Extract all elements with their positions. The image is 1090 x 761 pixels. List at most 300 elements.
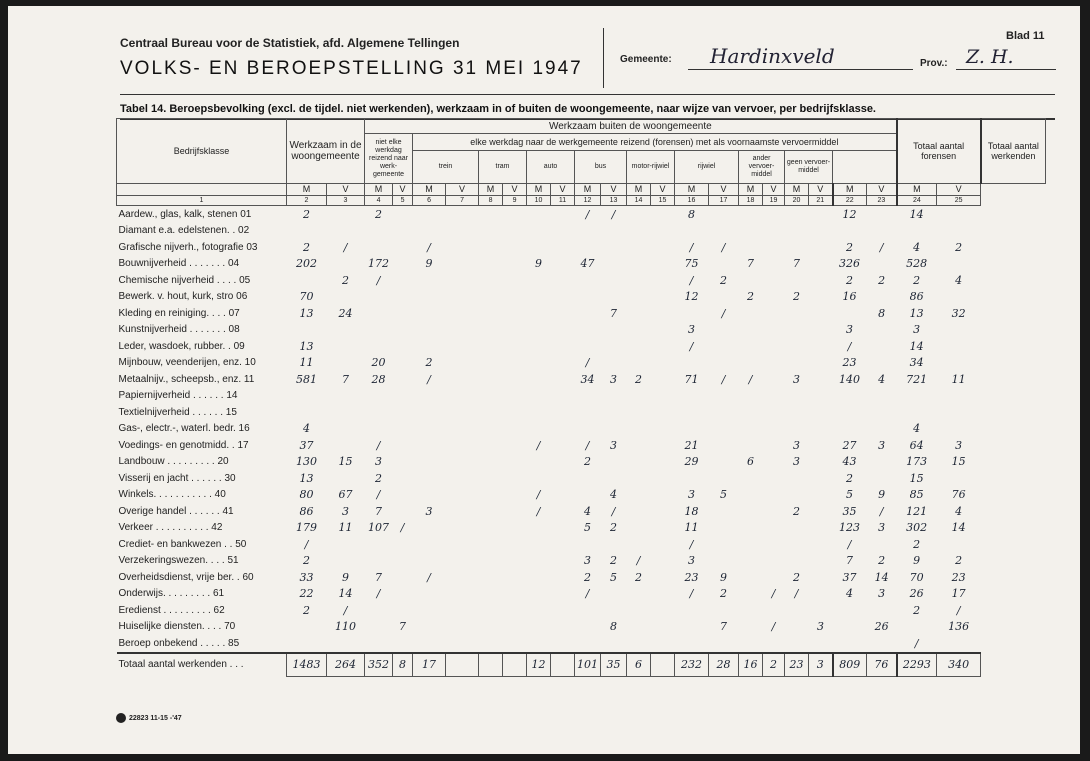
column-number: 13 [601, 196, 627, 206]
row-label: Eredienst . . . . . . . . . 62 [118, 604, 225, 616]
row-label: Verkeer . . . . . . . . . . 42 [118, 522, 223, 534]
data-cell: 67 [338, 488, 353, 502]
data-cell: 2 [913, 603, 921, 617]
total-cell: 28 [709, 653, 739, 677]
data-cell: 121 [906, 504, 928, 518]
data-cell [675, 404, 709, 421]
data-cell [785, 536, 809, 553]
data-cell: 3 [913, 323, 921, 337]
data-cell [413, 454, 446, 471]
header-totaal-forensen: Totaal aantal forensen [897, 119, 981, 184]
data-cell [651, 520, 675, 537]
data-cell: 7 [375, 504, 383, 518]
census-table [116, 118, 1046, 677]
data-cell [651, 569, 675, 586]
row-label: Grafische nijverh., fotografie 03 [118, 241, 258, 253]
data-cell [867, 388, 897, 405]
header-m: M [413, 184, 446, 196]
data-cell [833, 223, 867, 240]
data-cell [575, 239, 601, 256]
data-cell [709, 404, 739, 421]
data-cell [527, 206, 551, 223]
data-cell: 721 [906, 372, 928, 386]
data-cell [809, 503, 833, 520]
data-cell [413, 305, 446, 322]
data-cell: / [721, 372, 726, 386]
data-cell: 581 [296, 372, 317, 386]
data-cell: 3 [878, 438, 886, 452]
data-cell [651, 503, 675, 520]
data-cell [651, 355, 675, 372]
data-cell [601, 586, 627, 603]
data-cell: / [689, 587, 694, 601]
data-cell [937, 421, 981, 438]
data-cell [479, 206, 503, 223]
data-cell [446, 272, 479, 289]
data-cell [393, 569, 413, 586]
data-cell [627, 305, 651, 322]
data-cell: / [611, 504, 616, 518]
data-cell [601, 223, 627, 240]
data-cell [503, 206, 527, 223]
data-cell [809, 322, 833, 339]
total-cell: 12 [527, 653, 551, 677]
data-cell [601, 536, 627, 553]
data-cell: / [689, 537, 694, 551]
data-cell [551, 536, 575, 553]
data-cell [551, 470, 575, 487]
data-cell [503, 553, 527, 570]
data-cell: / [427, 240, 431, 254]
column-number: 22 [833, 196, 867, 206]
total-cell: 3 [809, 653, 833, 677]
data-cell [551, 338, 575, 355]
data-cell: 2 [303, 240, 310, 254]
table-row [117, 239, 1046, 256]
data-cell: 86 [299, 504, 314, 518]
data-cell [867, 289, 897, 306]
data-cell [809, 371, 833, 388]
data-cell [527, 338, 551, 355]
data-cell: 2 [342, 273, 349, 287]
data-cell [503, 520, 527, 537]
table-row [117, 635, 1046, 653]
data-cell: 2 [846, 471, 854, 485]
table-row [117, 437, 1046, 454]
data-cell [809, 569, 833, 586]
header-v: V [446, 184, 479, 196]
data-cell [739, 338, 763, 355]
data-cell [479, 553, 503, 570]
data-cell [763, 322, 785, 339]
row-label: Huiselijke diensten. . . . 70 [118, 621, 236, 633]
data-cell [365, 305, 393, 322]
data-cell: / [847, 537, 852, 551]
data-cell: 13 [299, 471, 314, 485]
data-cell: 20 [371, 356, 386, 370]
data-cell [575, 619, 601, 636]
data-cell [709, 289, 739, 306]
data-cell [393, 388, 413, 405]
header-motor: motor-rijwiel [627, 151, 675, 184]
table-row [117, 223, 1046, 240]
data-cell: 23 [951, 570, 966, 584]
data-cell: 9 [342, 570, 349, 584]
data-cell [327, 437, 365, 454]
total-row [117, 653, 1046, 677]
data-cell [809, 487, 833, 504]
data-cell [393, 404, 413, 421]
data-cell [763, 355, 785, 372]
data-cell [575, 272, 601, 289]
data-cell: 3 [878, 521, 886, 535]
data-cell [763, 239, 785, 256]
data-cell [763, 635, 785, 653]
data-cell [503, 619, 527, 636]
data-cell [937, 223, 981, 240]
data-cell [785, 206, 809, 223]
data-cell: 71 [684, 372, 699, 386]
data-cell [575, 388, 601, 405]
table-row [117, 256, 1046, 273]
data-cell: 4 [584, 504, 592, 518]
data-cell: 7 [720, 620, 728, 634]
data-cell [739, 619, 763, 636]
table-row [117, 305, 1046, 322]
data-cell [327, 256, 365, 273]
data-cell [446, 503, 479, 520]
data-cell [551, 487, 575, 504]
data-cell [393, 322, 413, 339]
data-cell [833, 404, 867, 421]
data-cell [785, 421, 809, 438]
data-cell [651, 635, 675, 653]
row-label: Diamant e.a. edelstenen. . 02 [118, 225, 250, 237]
mv-row [117, 184, 1046, 196]
data-cell [763, 206, 785, 223]
data-cell [739, 223, 763, 240]
data-cell: 33 [299, 570, 314, 584]
data-cell [867, 206, 897, 223]
data-cell [551, 503, 575, 520]
data-cell: 2 [584, 455, 592, 469]
table-row [117, 569, 1046, 586]
data-cell [479, 355, 503, 372]
data-cell: 17 [951, 587, 966, 601]
data-cell [446, 536, 479, 553]
data-cell: 14 [909, 339, 924, 353]
gemeente-value: Hardinxveld [688, 44, 913, 70]
data-cell: 13 [909, 306, 924, 320]
table-row [117, 355, 1046, 372]
data-cell [327, 289, 365, 306]
data-cell [551, 586, 575, 603]
data-cell: / [689, 273, 694, 287]
data-cell [575, 536, 601, 553]
data-cell [413, 635, 446, 653]
data-cell: 2 [720, 273, 728, 287]
data-cell [763, 289, 785, 306]
data-cell [479, 586, 503, 603]
data-cell [627, 487, 651, 504]
header-buiten-woongemeente: Werkzaam buiten de woongemeente [365, 119, 897, 134]
data-cell [601, 338, 627, 355]
data-cell [709, 454, 739, 471]
data-cell [867, 256, 897, 273]
data-cell: 3 [793, 372, 801, 386]
total-cell: 6 [627, 653, 651, 677]
data-cell [809, 289, 833, 306]
data-cell [575, 404, 601, 421]
data-cell: 326 [839, 257, 861, 271]
data-cell [867, 536, 897, 553]
data-cell [627, 437, 651, 454]
data-cell [739, 602, 763, 619]
data-cell [479, 289, 503, 306]
data-cell [809, 586, 833, 603]
data-cell [601, 635, 627, 653]
data-cell [446, 239, 479, 256]
data-cell [739, 421, 763, 438]
data-cell [327, 223, 365, 240]
data-cell: 2 [303, 207, 310, 221]
data-cell [937, 355, 981, 372]
data-cell [393, 206, 413, 223]
data-cell [446, 256, 479, 273]
data-cell [627, 404, 651, 421]
data-cell: 14 [874, 570, 889, 584]
data-cell [627, 619, 651, 636]
data-cell: / [914, 636, 919, 650]
data-cell [833, 305, 867, 322]
data-cell: / [721, 240, 726, 254]
data-cell: / [585, 356, 590, 370]
header-trein: trein [413, 151, 479, 184]
header-m: M [675, 184, 709, 196]
data-cell [365, 289, 393, 306]
data-cell [651, 256, 675, 273]
data-cell [393, 272, 413, 289]
data-cell: 5 [610, 570, 618, 584]
data-cell: 2 [878, 273, 886, 287]
data-cell [479, 437, 503, 454]
data-cell [479, 619, 503, 636]
data-cell [651, 586, 675, 603]
data-cell: 3 [688, 554, 696, 568]
data-cell [739, 536, 763, 553]
data-cell [867, 635, 897, 653]
data-cell [601, 355, 627, 372]
data-cell [446, 404, 479, 421]
data-cell: 4 [878, 372, 886, 386]
data-cell [675, 305, 709, 322]
data-cell [709, 421, 739, 438]
header-m: M [527, 184, 551, 196]
data-cell: / [585, 438, 590, 452]
data-cell [393, 421, 413, 438]
data-cell [709, 602, 739, 619]
data-cell [651, 305, 675, 322]
data-cell [651, 388, 675, 405]
data-cell [739, 404, 763, 421]
data-cell [709, 520, 739, 537]
data-cell: 2 [793, 570, 801, 584]
data-cell [739, 553, 763, 570]
header-totaal-werkenden: Totaal aantal werkenden [981, 119, 1046, 184]
table-row [117, 602, 1046, 619]
data-cell [763, 536, 785, 553]
data-cell [785, 239, 809, 256]
header-v: V [503, 184, 527, 196]
data-cell [709, 256, 739, 273]
data-cell: / [536, 504, 541, 518]
data-cell [785, 520, 809, 537]
data-cell [413, 437, 446, 454]
data-cell [413, 470, 446, 487]
data-cell [551, 223, 575, 240]
data-cell: 136 [948, 620, 970, 634]
data-cell [601, 404, 627, 421]
total-cell [503, 653, 527, 677]
data-cell [551, 305, 575, 322]
data-cell [763, 520, 785, 537]
data-cell [833, 602, 867, 619]
data-cell: 3 [955, 438, 963, 452]
data-cell [327, 421, 365, 438]
data-cell [651, 487, 675, 504]
data-cell: 2 [793, 290, 801, 304]
data-cell [479, 322, 503, 339]
data-cell [763, 305, 785, 322]
data-cell [393, 586, 413, 603]
data-cell [709, 470, 739, 487]
total-cell: 340 [937, 653, 981, 677]
data-cell: 5 [846, 488, 854, 502]
data-cell [365, 619, 393, 636]
row-label: Beroep onbekend . . . . . 85 [118, 637, 240, 649]
data-cell [527, 371, 551, 388]
data-cell [709, 223, 739, 240]
column-number: 2 [287, 196, 327, 206]
data-cell [651, 223, 675, 240]
data-cell [479, 223, 503, 240]
data-cell [527, 635, 551, 653]
data-cell [809, 388, 833, 405]
data-cell: 26 [909, 587, 924, 601]
data-cell [763, 338, 785, 355]
data-cell: 302 [906, 521, 928, 535]
gemeente-label: Gemeente: [620, 54, 672, 65]
data-cell [763, 388, 785, 405]
data-cell: 2 [878, 554, 886, 568]
row-label: Overheidsdienst, vrije ber. . 60 [118, 571, 254, 583]
data-cell: 11 [684, 521, 699, 535]
header-elke-werkdag: elke werkdag naar de werkgemeente reizend (forensen) met als voornaamste vervoermiddel [413, 134, 897, 151]
data-cell [503, 338, 527, 355]
census-title: VOLKS- EN BEROEPSTELLING 31 MEI 1947 [120, 58, 583, 79]
header-v: V [763, 184, 785, 196]
data-cell [365, 239, 393, 256]
data-cell [365, 322, 393, 339]
data-cell [479, 503, 503, 520]
data-cell: 3 [878, 587, 886, 601]
data-cell [809, 338, 833, 355]
data-cell [739, 355, 763, 372]
data-cell [809, 520, 833, 537]
data-cell: 4 [303, 422, 310, 436]
organization-name: Centraal Bureau voor de Statistiek, afd. Algemene Tellingen [120, 36, 460, 50]
data-cell: 15 [338, 455, 353, 469]
data-cell: 76 [951, 488, 966, 502]
header-tram: tram [479, 151, 527, 184]
data-cell [709, 437, 739, 454]
data-cell: 37 [299, 438, 314, 452]
column-number: 24 [897, 196, 937, 206]
data-cell [651, 338, 675, 355]
data-cell: 12 [842, 207, 857, 221]
data-cell [601, 602, 627, 619]
data-cell [479, 635, 503, 653]
data-cell: 2 [913, 537, 921, 551]
data-cell [365, 553, 393, 570]
data-cell [503, 223, 527, 240]
data-cell: 16 [842, 290, 857, 304]
data-cell [413, 586, 446, 603]
data-cell [479, 305, 503, 322]
data-cell: / [585, 207, 590, 221]
data-cell [785, 487, 809, 504]
data-cell: / [427, 570, 431, 584]
column-number: 16 [675, 196, 709, 206]
header-v: V [601, 184, 627, 196]
data-cell: 2 [584, 570, 592, 584]
data-cell [413, 553, 446, 570]
header-left [120, 36, 583, 80]
column-number: 7 [446, 196, 479, 206]
data-cell [601, 454, 627, 471]
total-cell: 16 [739, 653, 763, 677]
data-cell [551, 256, 575, 273]
data-cell [651, 470, 675, 487]
data-cell [551, 355, 575, 372]
total-cell: 101 [575, 653, 601, 677]
data-cell [763, 503, 785, 520]
data-cell [527, 602, 551, 619]
header-bus: bus [575, 151, 627, 184]
data-cell [479, 388, 503, 405]
data-cell [527, 289, 551, 306]
data-cell [503, 239, 527, 256]
data-cell [575, 305, 601, 322]
data-cell: 2 [425, 356, 433, 370]
header-v: V [867, 184, 897, 196]
data-cell [393, 536, 413, 553]
data-cell: 3 [425, 504, 433, 518]
data-cell [551, 437, 575, 454]
data-cell: 3 [793, 438, 801, 452]
total-cell [651, 653, 675, 677]
data-cell [739, 569, 763, 586]
data-cell [809, 305, 833, 322]
data-cell: 2 [610, 554, 618, 568]
data-cell [503, 487, 527, 504]
data-cell [739, 206, 763, 223]
data-cell [446, 586, 479, 603]
data-cell: 202 [296, 257, 317, 271]
data-cell: 34 [909, 356, 924, 370]
data-cell [867, 223, 897, 240]
data-cell [937, 206, 981, 223]
